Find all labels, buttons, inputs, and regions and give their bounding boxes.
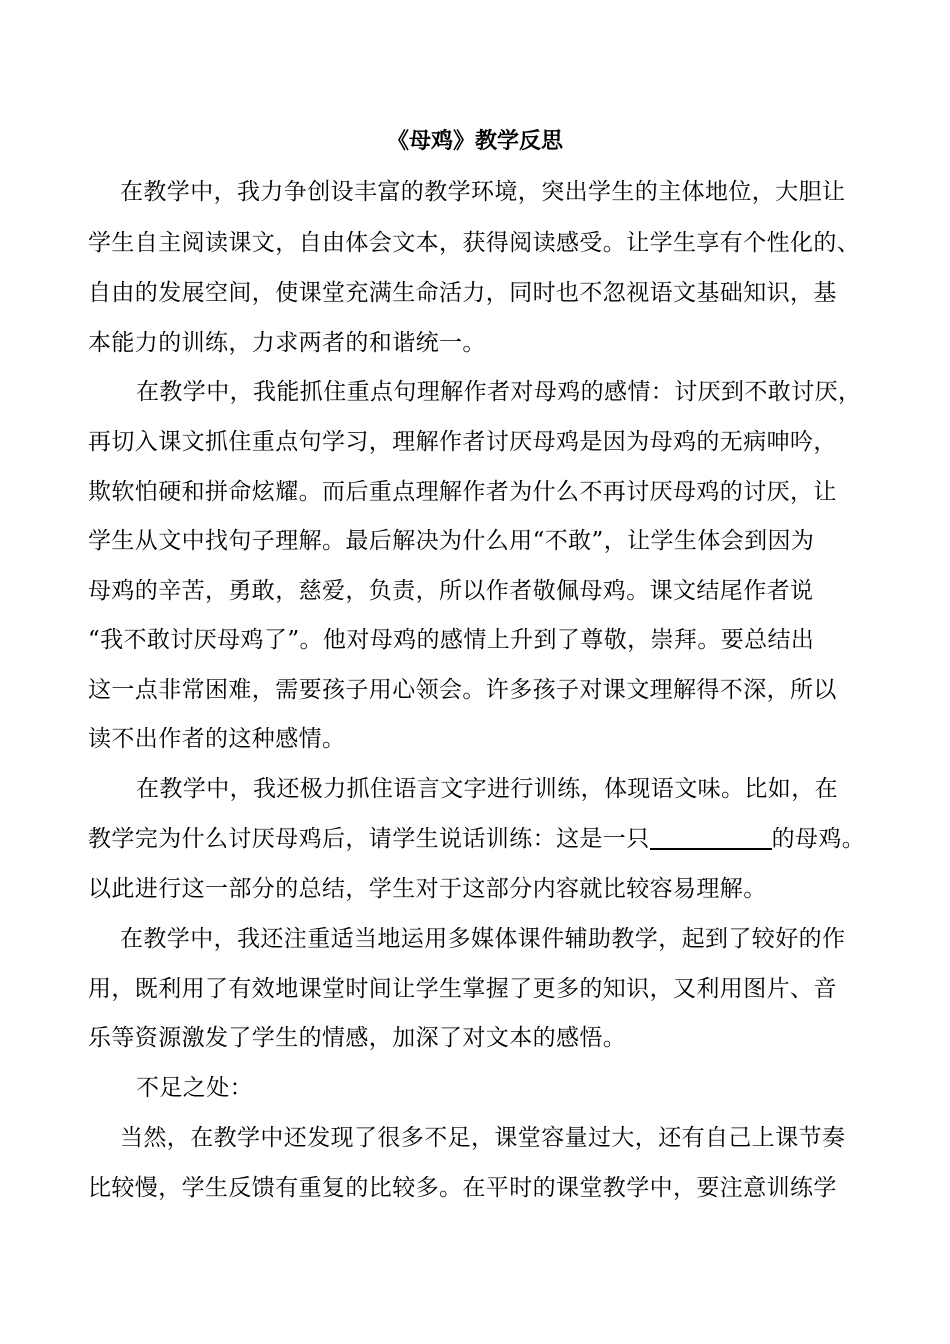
paragraph-line: 在教学中，我能抓住重点句理解作者对母鸡的感情：讨厌到不敢讨厌， [136,379,862,405]
paragraph-line: 这一点非常困难，需要孩子用心领会。许多孩子对课文理解得不深，所以 [88,677,837,703]
blank-line-after: 的母鸡。 [771,826,866,852]
paragraph-line: 母鸡的辛苦，勇敢，慈爱，负责，所以作者敬佩母鸡。课文结尾作者说 [88,578,814,604]
paragraph-line: 欺软怕硬和拼命炫耀。而后重点理解作者为什么不再讨厌母鸡的讨厌，让 [88,479,837,505]
paragraph-line: 以此进行这一部分的总结，学生对于这部分内容就比较容易理解。 [88,876,767,902]
paragraph-line: 读不出作者的这种感情。 [88,726,346,752]
paragraph-line: 学生从文中找句子理解。最后解决为什么用“不敢”，让学生体会到因为 [88,528,815,554]
paragraph-line: 乐等资源激发了学生的情感，加深了对文本的感悟。 [88,1025,627,1051]
fill-in-blank [650,826,772,850]
paragraph-line: “我不敢讨厌母鸡了”。他对母鸡的感情上升到了尊敬，崇拜。要总结出 [88,627,815,653]
section-heading: 不足之处： [136,1075,253,1101]
blank-line-before: 教学完为什么讨厌母鸡后，请学生说话训练：这是一只 [88,826,650,852]
fill-in-blank-line [88,822,865,856]
paragraph-line: 学生自主阅读课文，自由体会文本，获得阅读感受。让学生享有个性化的、 [88,230,861,256]
paragraph-line: 本能力的训练，力求两者的和谐统一。 [88,330,486,356]
paragraph-line: 自由的发展空间，使课堂充满生命活力，同时也不忽视语文基础知识，基 [88,280,837,306]
paragraph-line: 在教学中，我还极力抓住语言文字进行训练，体现语文味。比如，在 [136,776,838,802]
paragraph-line: 用，既利用了有效地课堂时间让学生掌握了更多的知识，又利用图片、音 [88,976,837,1002]
paragraph-line: 比较慢，学生反馈有重复的比较多。在平时的课堂教学中，要注意训练学 [88,1175,837,1201]
paragraph-line: 当然，在教学中还发现了很多不足，课堂容量过大，还有自己上课节奏 [120,1125,846,1151]
document-title: 《母鸡》教学反思 [386,128,563,154]
paragraph-line: 在教学中，我力争创设丰富的教学环境，突出学生的主体地位，大胆让 [120,179,846,205]
paragraph-line: 再切入课文抓住重点句学习，理解作者讨厌母鸡是因为母鸡的无病呻吟， [88,429,837,455]
paragraph-line: 在教学中，我还注重适当地运用多媒体课件辅助教学，起到了较好的作 [120,926,846,952]
